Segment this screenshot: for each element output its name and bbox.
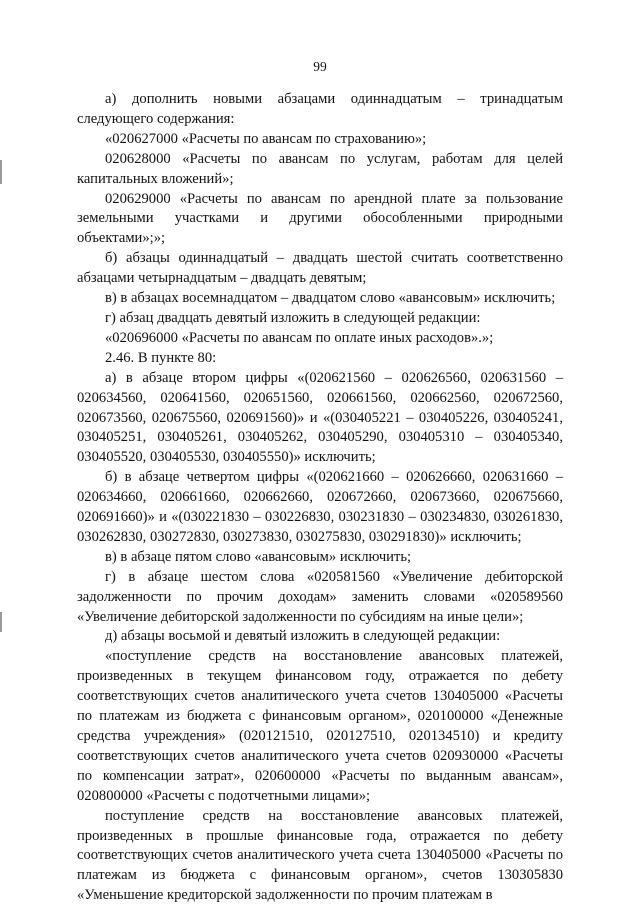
paragraph: 020629000 «Расчеты по авансам по арендной плате за пользование земельными участками и другими обособленными природными объектами»;»; bbox=[77, 190, 563, 247]
paragraph: 2.46. В пункте 80: bbox=[105, 349, 217, 366]
paragraph: а) дополнить новыми абзацами одиннадцатым – тринадцатым следующего содержания: bbox=[77, 91, 563, 127]
scan-edge-mark-top bbox=[0, 160, 2, 184]
paragraph: г) в абзаце шестом слова «020581560 «Увеличение дебиторской задолженности по прочим доходам» заменить словами «020589560 «Увеличение дебиторской задолженности по субсидиям на иные цели»; bbox=[77, 568, 563, 625]
paragraph: «поступление средств на восстановление авансовых платежей, произведенных в текущем финансовом году, отражается по дебету соответствующих счетов аналитического учета счетов 130405000 «Расчеты по платежам из бюджета с финансовым органом», 020100000 «Денежные средства учреждения» (020121510, 020127510, 020134510) и кредиту соответствующих счетов аналитического учета счетов 020930000 «Расчеты по компенсации затрат», 020600000 «Расчеты по выданным авансам», 020800000 «Расчеты с подотчетными лицами»; bbox=[77, 648, 563, 804]
page-number: 99 bbox=[313, 59, 327, 74]
paragraph: д) абзацы восьмой и девятый изложить в следующей редакции: bbox=[105, 628, 501, 645]
paragraph: «020627000 «Расчеты по авансам по страхованию»; bbox=[105, 130, 427, 147]
paragraph: б) в абзаце четвертом цифры «(020621660 – 020626660, 020631660 – 020634660, 020661660, 020662660, 020672660, 020673660, 020675660, 020691660)» и «(030221830 – 030226830, 030231830 – 030234830, 030261830, 030262830, 030272830, 030273830, 030275830, 030291830)» исключить; bbox=[77, 469, 563, 545]
paragraph: б) абзацы одиннадцатый – двадцать шестой считать соответственно абзацами четырнадцатым – двадцать девятым; bbox=[77, 250, 563, 287]
paragraph: в) в абзацах восемнадцатом – двадцатом слово «авансовым» исключить; bbox=[105, 290, 556, 307]
paragraph: а) в абзаце втором цифры «(020621560 – 020626560, 020631560 – 020634560, 020641560, 020651560, 020661560, 020662560, 020672560, 020673560, 020675560, 020691560)» и «(030405221 – 030405226, 030405241, 030405251, 030405261, 030405262, 030405290, 030405310 – 030405340, 030405520, 030405530, 030405550)» исключить; bbox=[77, 369, 563, 466]
scan-edge-mark-bottom bbox=[0, 612, 2, 632]
paragraph: поступление средств на восстановление авансовых платежей, произведенных в прошлые финансовые года, отражается по дебету соответствующих счетов аналитического учета счета 130405000 «Расчеты по платежам из бюджета с финансовым органом», счетов 130305830 «Уменьшение кредиторской задолженности по прочим платежам в bbox=[77, 807, 563, 904]
paragraph: «020696000 «Расчеты по авансам по оплате иных расходов».»; bbox=[105, 329, 494, 346]
document-body bbox=[77, 90, 563, 906]
paragraph: в) в абзаце пятом слово «авансовым» исключить; bbox=[105, 548, 412, 565]
paragraph: г) абзац двадцать девятый изложить в следующей редакции: bbox=[105, 309, 481, 326]
paragraph: 020628000 «Расчеты по авансам по услугам, работам для целей капитальных вложений»; bbox=[77, 150, 563, 187]
